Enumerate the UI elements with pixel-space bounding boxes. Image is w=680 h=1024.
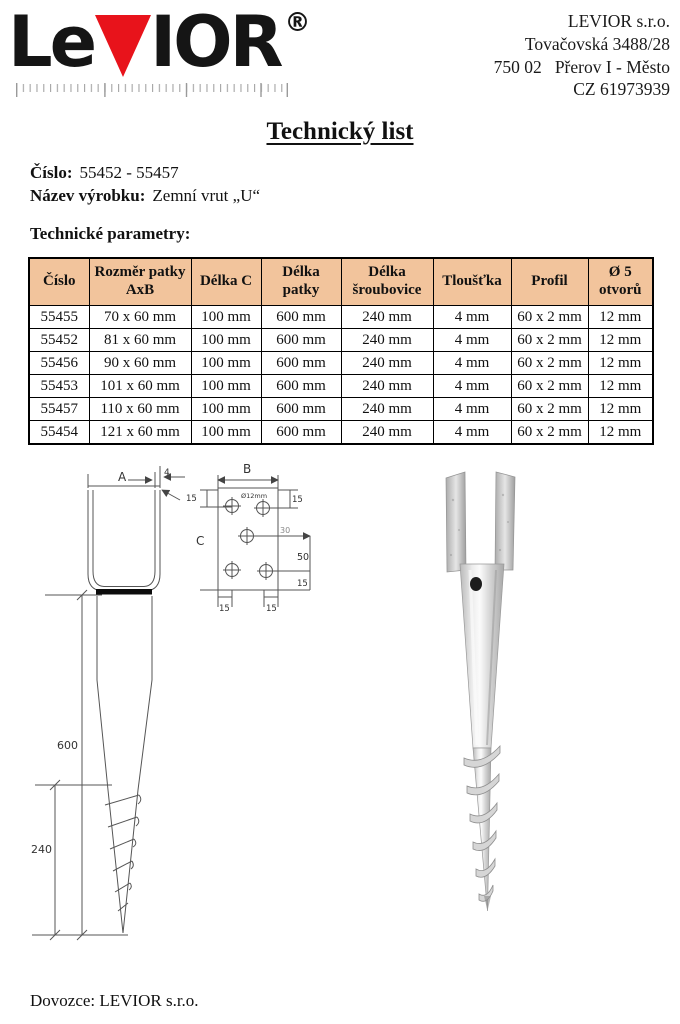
cell: 81 x 60 mm [89,329,191,352]
address-line: CZ 61973939 [573,79,670,100]
product-name-value: Zemní vrut „U“ [152,186,261,205]
cell: 55453 [29,375,89,398]
address-line: LEVIOR s.r.o. [567,11,670,31]
dim-label-15: 15 [266,604,277,614]
page-title: Technický list [266,118,414,145]
cell: 600 mm [261,375,341,398]
column-header: Délka patky [261,258,341,306]
logo-text-le: Le [8,1,95,83]
column-header: Profil [511,258,588,306]
cell: 600 mm [261,421,341,445]
column-header: Délka C [191,258,261,306]
cell: 4 mm [433,329,511,352]
cell: 60 x 2 mm [511,421,588,445]
cell: 70 x 60 mm [89,306,191,329]
cell: 60 x 2 mm [511,329,588,352]
registered-trademark-icon: ® [284,8,311,38]
cell: 100 mm [191,352,261,375]
product-name-line [30,184,260,207]
cell: 60 x 2 mm [511,398,588,421]
dim-label-30: 30 [280,526,291,535]
logo-ruler-icon [16,83,288,98]
cell: 12 mm [588,352,653,375]
dim-label-600: 600 [57,739,78,752]
cell: 4 mm [433,398,511,421]
cell: 60 x 2 mm [511,352,588,375]
cell: 100 mm [191,375,261,398]
cell: 240 mm [341,421,433,445]
cell: 110 x 60 mm [89,398,191,421]
table-row [29,329,653,352]
table-row [29,398,653,421]
table-row [29,352,653,375]
cell: 100 mm [191,329,261,352]
cell: 55457 [29,398,89,421]
logo-triangle-icon [95,15,151,77]
product-number-value: 55452 - 55457 [79,163,179,182]
cell: 55455 [29,306,89,329]
dim-label-15: 15 [186,494,197,504]
address-line: Tovačovská 3488/28 [524,33,670,54]
dim-label-15: 15 [297,579,308,589]
column-header: Číslo [29,258,89,306]
cell: 12 mm [588,398,653,421]
cell: 240 mm [341,375,433,398]
cell: 600 mm [261,306,341,329]
cell: 55454 [29,421,89,445]
table-header-row [29,258,653,306]
product-number-line [30,161,260,184]
cell: 100 mm [191,421,261,445]
parameters-table [28,257,654,445]
technical-drawing [20,450,340,970]
cell: 90 x 60 mm [89,352,191,375]
dim-label-wall: 4 [164,468,170,478]
cell: 4 mm [433,306,511,329]
cell: 600 mm [261,352,341,375]
cell: 12 mm [588,421,653,445]
document-header [0,1,680,101]
product-name-label: Název výrobku: [30,186,146,205]
cell: 101 x 60 mm [89,375,191,398]
table-row [29,421,653,445]
cell: 600 mm [261,398,341,421]
product-number-label: Číslo: [30,163,73,182]
column-header: Rozměr patky AxB [89,258,191,306]
cell: 55452 [29,329,89,352]
column-header: Ø 5 otvorů [588,258,653,306]
company-address [494,10,670,101]
logo-text-ior: IOR [150,1,281,83]
cell: 240 mm [341,329,433,352]
cell: 100 mm [191,398,261,421]
dim-label-c: C [196,534,205,548]
dim-label-hole-dia: Ø12mm [241,492,268,500]
dim-label-a: A [118,470,127,484]
dim-label-b: B [243,462,252,476]
column-header: Tloušťka [433,258,511,306]
cell: 12 mm [588,306,653,329]
column-header: Délka šroubovice [341,258,433,306]
address-line: 750 02 Přerov I - Město [493,56,670,77]
cell: 100 mm [191,306,261,329]
cell: 240 mm [341,398,433,421]
logo-wordmark [8,1,348,83]
dim-label-240: 240 [31,843,52,856]
cell: 4 mm [433,421,511,445]
cell: 600 mm [261,329,341,352]
table-row [29,375,653,398]
dim-label-15: 15 [292,495,303,505]
cell: 4 mm [433,352,511,375]
cell: 240 mm [341,352,433,375]
cell: 4 mm [433,375,511,398]
cell: 12 mm [588,375,653,398]
cell: 121 x 60 mm [89,421,191,445]
levior-logo [8,1,348,101]
product-info [30,161,260,207]
table-row [29,306,653,329]
dim-label-50: 50 [297,552,310,563]
cell: 55456 [29,352,89,375]
cell: 60 x 2 mm [511,375,588,398]
parameters-heading: Technické parametry: [30,224,191,243]
cell: 12 mm [588,329,653,352]
product-photo [420,460,590,960]
cell: 60 x 2 mm [511,306,588,329]
cell: 240 mm [341,306,433,329]
importer-note: Dovozce: LEVIOR s.r.o. [30,991,199,1010]
dim-label-15: 15 [219,604,230,614]
